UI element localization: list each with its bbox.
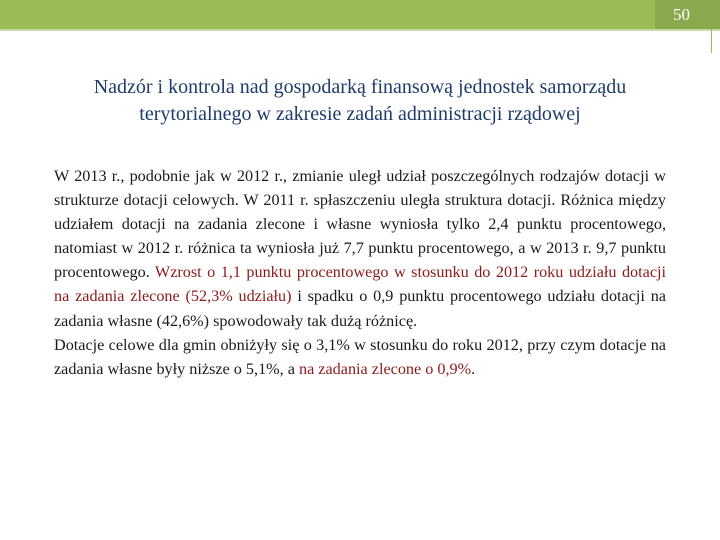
paragraph-1	[54, 164, 666, 333]
paragraph-1-text-b: i spadku o 0,9 punktu procentowego udziału dotacji na zadania własne (42,6%) spowodowały tak dużą różnicę.	[54, 287, 666, 330]
top-band	[0, 0, 720, 29]
paragraph-2-text-a: Dotacje celowe dla gmin obniżyły się o 3,1% w stosunku do roku 2012, przy czym dotacje na zadania własne były niższe o 5,1%, a	[54, 335, 666, 378]
corner-line	[711, 29, 712, 53]
paragraph-2-highlight: na zadania zlecone o 0,9%	[298, 359, 472, 378]
slide-title	[30, 74, 690, 128]
paragraph-2-text-b: .	[471, 359, 476, 378]
paragraph-1-text-a: W 2013 r., podobnie jak w 2012 r., zmianie uległ udział poszczególnych rodzajów dotacji w strukturze dotacji celowych. W 2011 r. spłaszczeniu uległa struktura dotacji. Różnica między udziałem dotacji na zadania zlecone i własne wyniosła tylko 2,4 punktu procentowego, natomiast w 2012 r. różnica ta wyniosła już 7,7 punktu procentowego, a w 2013 r. 9,7 punktu procentowego.	[54, 167, 666, 282]
title-line-2: terytorialnego w zakresie zadań administracji rządowej	[139, 103, 581, 125]
paragraph-2	[54, 333, 666, 381]
title-line-1: Nadzór i kontrola nad gospodarką finansową jednostek samorządu	[93, 76, 627, 98]
slide-number: 50	[673, 5, 690, 24]
body-text	[54, 164, 666, 381]
band-divider	[0, 29, 720, 31]
paragraph-1-highlight: Wzrost o 1,1 punktu procentowego w stosunku do 2012 roku udziału dotacji na zadania zlecone (52,3% udziału)	[54, 263, 666, 306]
